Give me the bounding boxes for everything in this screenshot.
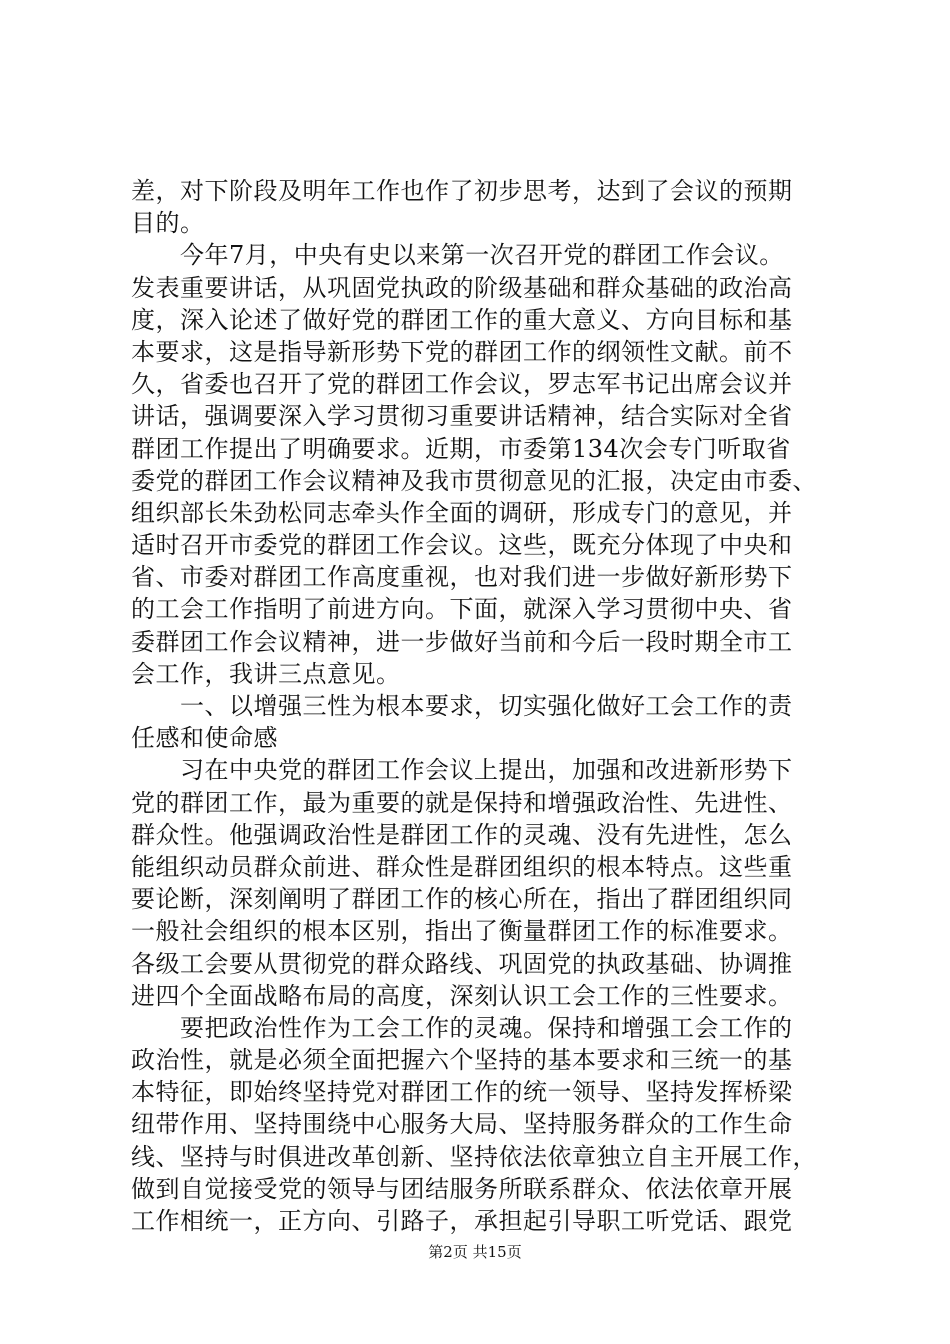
text-line: 发表重要讲话，从巩固党执政的阶级基础和群众基础的政治高 (131, 273, 793, 302)
text-line: 纽带作用、坚持围绕中心服务大局、坚持服务群众的工作生命 (131, 1110, 793, 1139)
text-line: 进四个全面战略布局的高度，深刻认识工会工作的三性要求。 (131, 981, 793, 1010)
text-line: 度，深入论述了做好党的群团工作的重大意义、方向目标和基 (131, 305, 793, 334)
text-line: 要把政治性作为工会工作的灵魂。保持和增强工会工作的 (131, 1013, 793, 1042)
text-line: 线、坚持与时俱进改革创新、坚持依法依章独立自主开展工作， (131, 1142, 817, 1171)
text-line: 委群团工作会议精神，进一步做好当前和今后一段时期全市工 (131, 627, 793, 656)
text-line: 本特征，即始终坚持党对群团工作的统一领导、坚持发挥桥梁 (131, 1078, 793, 1107)
text-line: 习在中央党的群团工作会议上提出，加强和改进新形势下 (131, 756, 793, 785)
text-line: 的工会工作指明了前进方向。下面，就深入学习贯彻中央、省 (131, 595, 793, 624)
text-line: 本要求，这是指导新形势下党的群团工作的纲领性文献。前不 (131, 337, 793, 366)
text-line: 省、市委对群团工作高度重视，也对我们进一步做好新形势下 (131, 563, 793, 592)
section-heading-line: 任感和使命感 (131, 724, 278, 753)
text-line: 能组织动员群众前进、群众性是群团组织的根本特点。这些重 (131, 852, 793, 881)
text-line: 组织部长朱劲松同志牵头作全面的调研，形成专门的意见，并 (131, 498, 793, 527)
text-line: 适时召开市委党的群团工作会议。这些，既充分体现了中央和 (131, 531, 793, 560)
page-number-footer: 第2页 共15页 (428, 1243, 522, 1261)
text-line: 差，对下阶段及明年工作也作了初步思考，达到了会议的预期 (131, 177, 793, 205)
text-line: 要论断，深刻阐明了群团工作的核心所在，指出了群团组织同 (131, 885, 793, 914)
text-line: 各级工会要从贯彻党的群众路线、巩固党的执政基础、协调推 (131, 949, 793, 978)
text-line: 目的。 (131, 209, 205, 238)
text-line: 一般社会组织的根本区别，指出了衡量群团工作的标准要求。 (131, 917, 793, 946)
text-line: 政治性，就是必须全面把握六个坚持的基本要求和三统一的基 (131, 1046, 793, 1075)
text-line: 委党的群团工作会议精神及我市贯彻意见的汇报，决定由市委、 (131, 466, 817, 495)
text-line: 会工作，我讲三点意见。 (131, 659, 401, 688)
text-line: 工作相统一，正方向、引路子，承担起引导职工听党话、跟党 (131, 1207, 793, 1235)
text-line: 讲话，强调要深入学习贯彻习重要讲话精神，结合实际对全省 (131, 402, 793, 431)
document-body (131, 175, 831, 1237)
section-heading-line: 一、以增强三性为根本要求，切实强化做好工会工作的责 (131, 692, 793, 720)
text-line: 做到自觉接受党的领导与团结服务所联系群众、依法依章开展 (131, 1174, 793, 1203)
text-line: 党的群团工作，最为重要的就是保持和增强政治性、先进性、 (131, 788, 793, 817)
text-line: 群众性。他强调政治性是群团工作的灵魂、没有先进性，怎么 (131, 820, 793, 849)
text-line: 今年7月，中央有史以来第一次召开党的群团工作会议。 (131, 241, 784, 270)
text-line: 久，省委也召开了党的群团工作会议，罗志军书记出席会议并 (131, 370, 793, 399)
text-line: 群团工作提出了明确要求。近期，市委第134次会专门听取省 (131, 434, 791, 463)
